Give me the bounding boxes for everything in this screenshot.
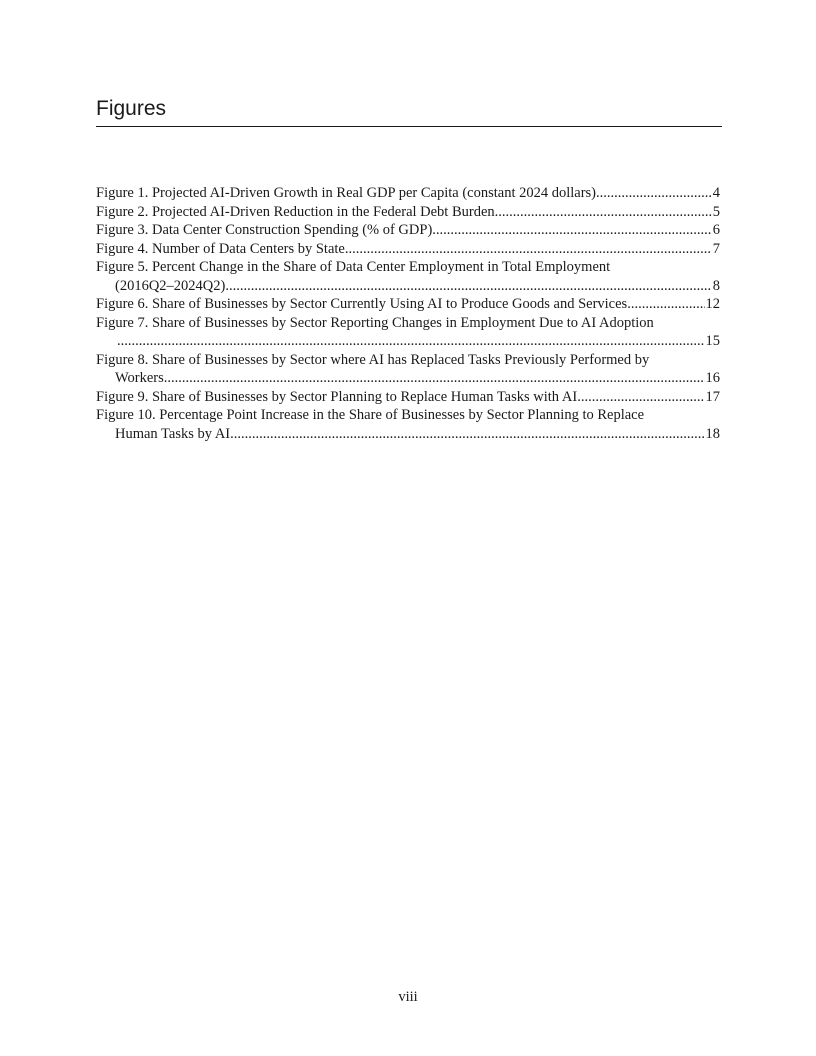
dot-leader bbox=[230, 425, 704, 444]
entry-title-line-1: Figure 8. Share of Businesses by Sector where AI has Replaced Tasks Previously Performed by bbox=[96, 351, 650, 368]
entry-page-number: 17 bbox=[705, 388, 720, 405]
entry-page-number: 8 bbox=[712, 277, 720, 294]
toc-entry-figure-8[interactable] bbox=[96, 351, 720, 388]
dot-leader bbox=[164, 369, 705, 388]
dot-leader bbox=[117, 332, 705, 351]
entry-title-line-1: Figure 7. Share of Businesses by Sector Reporting Changes in Employment Due to AI Adoption bbox=[96, 314, 654, 331]
figures-list bbox=[96, 184, 720, 443]
entry-page-number: 5 bbox=[712, 203, 720, 220]
dot-leader bbox=[225, 277, 711, 296]
entry-title: Figure 2. Projected AI-Driven Reduction in the Federal Debt Burden bbox=[96, 203, 495, 220]
entry-title-line-2: (2016Q2–2024Q2) bbox=[115, 277, 226, 294]
toc-entry-figure-2[interactable] bbox=[96, 203, 720, 222]
entry-page-number: 15 bbox=[705, 333, 720, 349]
entry-page-number: 6 bbox=[712, 222, 720, 238]
entry-page-number: 4 bbox=[712, 185, 720, 201]
entry-title-line-2: Workers bbox=[115, 370, 164, 386]
toc-entry-figure-10[interactable] bbox=[96, 406, 720, 443]
toc-entry-figure-3[interactable] bbox=[96, 221, 720, 240]
entry-page-number: 16 bbox=[705, 370, 720, 386]
toc-entry-figure-1[interactable] bbox=[96, 184, 720, 203]
entry-title-line-1: Figure 5. Percent Change in the Share of Data Center Employment in Total Employment bbox=[96, 259, 611, 275]
toc-entry-figure-6[interactable] bbox=[96, 295, 720, 314]
entry-title: Figure 6. Share of Businesses by Sector Currently Using AI to Produce Goods and Services bbox=[96, 296, 628, 312]
entry-title: Figure 9. Share of Businesses by Sector Planning to Replace Human Tasks with AI bbox=[96, 388, 578, 405]
page-number-footer: viii bbox=[398, 989, 418, 1005]
section-heading: Figures bbox=[96, 96, 722, 127]
entry-title: Figure 1. Projected AI-Driven Growth in Real GDP per Capita (constant 2024 dollars) bbox=[96, 185, 597, 201]
entry-page-number: 7 bbox=[712, 240, 720, 257]
toc-entry-figure-5[interactable] bbox=[96, 258, 720, 295]
toc-entry-figure-9[interactable] bbox=[96, 388, 720, 407]
entry-page-number: 18 bbox=[705, 425, 720, 442]
dot-leader bbox=[495, 203, 712, 222]
entry-title: Figure 4. Number of Data Centers by State bbox=[96, 240, 345, 257]
toc-entry-figure-4[interactable] bbox=[96, 240, 720, 259]
entry-page-number: 12 bbox=[705, 296, 720, 312]
dot-leader bbox=[345, 240, 712, 259]
dot-leader bbox=[596, 184, 712, 203]
entry-title-line-1: Figure 10. Percentage Point Increase in the Share of Businesses by Sector Planning to Replace bbox=[96, 407, 645, 423]
entry-title-line-2: Human Tasks by AI bbox=[115, 425, 231, 442]
toc-entry-figure-7[interactable] bbox=[96, 314, 720, 351]
entry-title: Figure 3. Data Center Construction Spending (% of GDP) bbox=[96, 222, 433, 238]
dot-leader bbox=[432, 221, 711, 240]
dot-leader bbox=[577, 388, 704, 407]
dot-leader bbox=[627, 295, 704, 314]
